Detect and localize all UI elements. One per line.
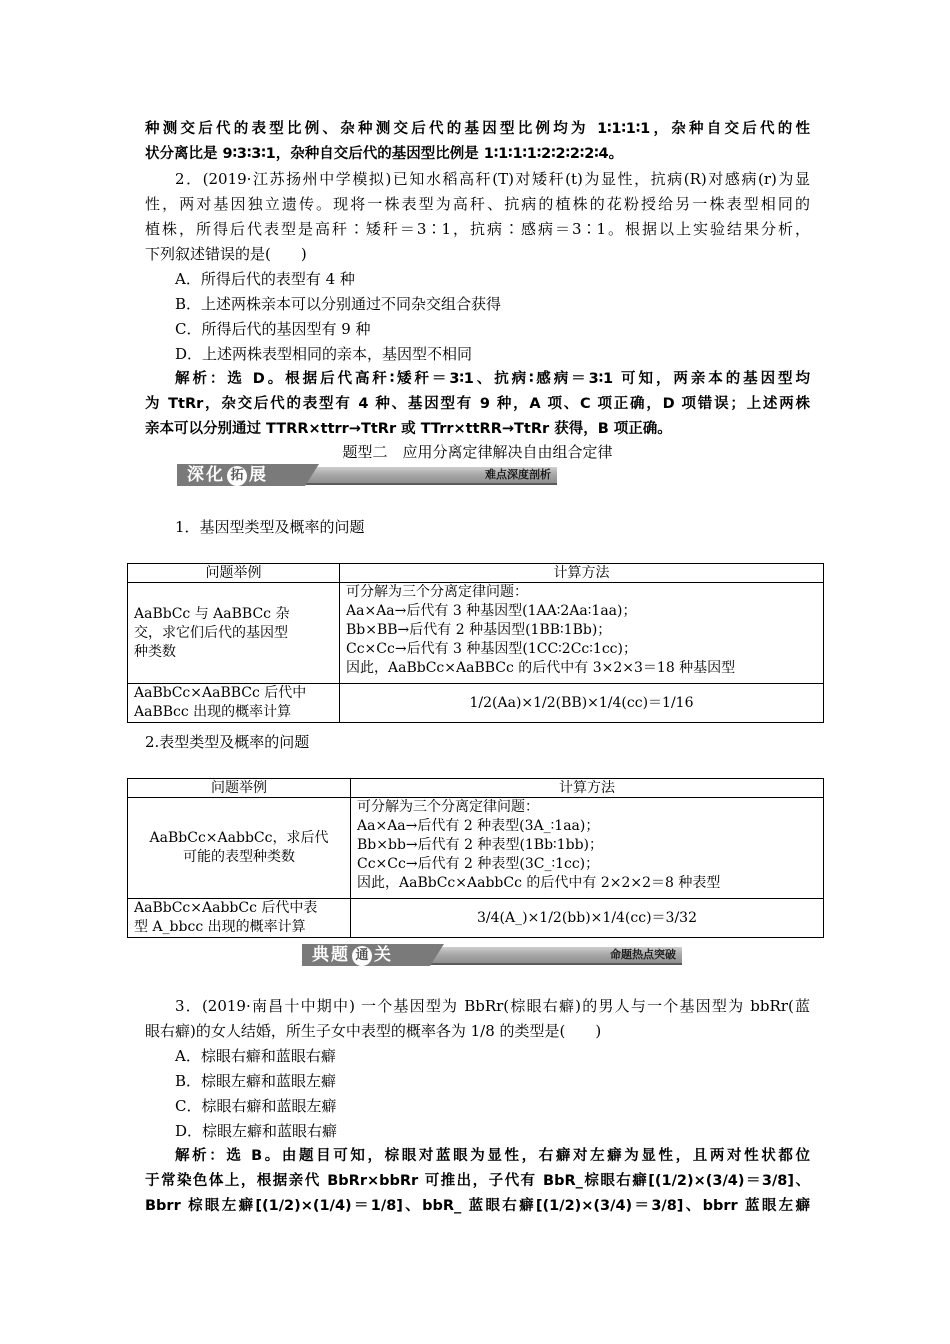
cell-line: Cc×Cc→后代有 3 种基因型(1CC∶2Cc∶1cc)； <box>346 641 637 657</box>
cell-line: AaBbCc×AabbCc，求后代 <box>149 830 329 846</box>
table-cell-method <box>340 583 824 684</box>
banner-tab-circle: 拓 <box>227 466 247 486</box>
cell-line: Bb×bb→后代有 2 种表型(1Bb∶1bb)； <box>357 837 603 853</box>
q2-line-1: 2．(2019·江苏扬州中学模拟)已知水稻高秆(T)对矮秆(t)为显性，抗病(R)对感病(r)为显 <box>175 170 810 188</box>
cell-line: Aa×Aa→后代有 2 种表型(3A_∶1aa)； <box>357 818 600 834</box>
cell-line: Cc×Cc→后代有 2 种表型(3C_∶1cc)； <box>357 856 600 872</box>
subheading-phenotype: 2.表型类型及概率的问题 <box>145 733 310 751</box>
q2-option-c: C．所得后代的基因型有 9 种 <box>175 320 371 338</box>
table-header-example: 问题举例 <box>128 779 351 798</box>
banner-right-label: 难点深度剖析 <box>485 468 551 481</box>
cell-line: 因此，AaBbCc×AabbCc 的后代中有 2×2×2＝8 种表型 <box>357 875 721 891</box>
banner-practice <box>302 944 682 966</box>
banner-tab-text-a: 典题 <box>312 945 350 965</box>
banner-tab-text-b: 关 <box>374 945 393 965</box>
q2-line-3: 植株，所得后代表型是高秆∶矮秆＝3∶1，抗病∶感病＝3∶1。根据以上实验结果分析， <box>145 220 810 238</box>
banner-slant <box>430 944 444 966</box>
banner-tab-text-b: 展 <box>249 465 268 485</box>
q3-line-1: 3．(2019·南昌十中期中) 一个基因型为 BbRr(棕眼右癖)的男人与一个基因型为 bbRr(蓝 <box>175 997 810 1015</box>
banner-tab-text-a: 深化 <box>187 465 225 485</box>
table-cell-method: 1/2(Aa)×1/2(BB)×1/4(cc)＝1/16 <box>340 684 824 723</box>
banner-right-label: 命题热点突破 <box>610 948 676 961</box>
q2-option-b: B．上述两株亲本可以分别通过不同杂交组合获得 <box>175 295 502 313</box>
cell-line: 可分解为三个分离定律问题： <box>357 799 539 815</box>
table-cell-example <box>128 899 351 938</box>
cell-line: 可分解为三个分离定律问题： <box>346 584 528 600</box>
table-header-example: 问题举例 <box>128 564 340 583</box>
q3-option-b: B．棕眼左癖和蓝眼左癖 <box>175 1072 337 1090</box>
table-row <box>128 583 824 684</box>
cell-line: Aa×Aa→后代有 3 种基因型(1AA∶2Aa∶1aa)； <box>346 603 637 619</box>
cell-line: Bb×BB→后代有 2 种基因型(1BB∶1Bb)； <box>346 622 612 638</box>
cell-line: 种类数 <box>134 643 176 660</box>
cell-line: AaBbCc×AabbCc 后代中表 <box>134 900 318 916</box>
table-cell-example <box>128 684 340 723</box>
banner-tab <box>302 944 430 966</box>
q2-line-4: 下列叙述错误的是( ) <box>145 245 307 263</box>
table-row <box>128 684 824 723</box>
table-header-row <box>128 779 824 798</box>
table-cell-example <box>128 583 340 684</box>
banner-tab <box>177 464 305 486</box>
banner-tab-circle: 通 <box>352 946 372 966</box>
q2-option-d: D．上述两株表型相同的亲本，基因型不相同 <box>175 345 473 363</box>
q2-option-a: A．所得后代的表型有 4 种 <box>175 270 355 288</box>
phenotype-table <box>127 778 824 938</box>
table-cell-method: 3/4(A_)×1/2(bb)×1/4(cc)＝3/32 <box>351 899 824 938</box>
cell-line: AaBbCc 与 AaBBCc 杂 <box>134 605 290 622</box>
cell-line: 交，求它们后代的基因型 <box>134 624 288 641</box>
table-row <box>128 899 824 938</box>
table-cell-method <box>351 798 824 899</box>
q3-option-d: D．棕眼左癖和蓝眼右癖 <box>175 1122 338 1140</box>
table-cell-example <box>128 798 351 899</box>
table-header-method: 计算方法 <box>340 564 824 583</box>
cell-line: 可能的表型种类数 <box>183 849 295 865</box>
section-title: 题型二 应用分离定律解决自由组合定律 <box>342 443 613 461</box>
table-header-method: 计算方法 <box>351 779 824 798</box>
q3-analysis-line-1: 解析：选 B。由题目可知，棕眼对蓝眼为显性，右癖对左癖为显性，且两对性状都位 <box>175 1148 810 1164</box>
q3-option-c: C．棕眼右癖和蓝眼左癖 <box>175 1097 337 1115</box>
cell-line: 型 A_bbcc 出现的概率计算 <box>134 919 306 935</box>
top-para-line-1: 种测交后代的表型比例、杂种测交后代的基因型比例均为 1∶1∶1∶1，杂种自交后代的性 <box>145 121 810 137</box>
q3-option-a: A．棕眼右癖和蓝眼右癖 <box>175 1047 336 1065</box>
q3-analysis-line-2: 于常染色体上，根据亲代 BbRr×bbRr 可推出，子代有 BbR_棕眼右癖[(1/2)×(3/4)＝3/8]、 <box>145 1173 810 1189</box>
subheading-genotype: 1．基因型类型及概率的问题 <box>175 518 365 536</box>
genotype-table <box>127 563 824 723</box>
top-para-line-2: 状分离比是 9∶3∶3∶1，杂种自交后代的基因型比例是 1∶1∶1∶1∶2∶2∶2∶2∶4。 <box>145 146 624 162</box>
table-row <box>128 798 824 899</box>
cell-line: AaBbCc×AaBBCc 后代中 <box>134 685 307 701</box>
cell-line: AaBBcc 出现的概率计算 <box>134 704 292 720</box>
q2-line-2: 性，两对基因独立遗传。现将一株表型为高秆、抗病的植株的花粉授给另一株表型相同的 <box>145 195 810 213</box>
table-header-row <box>128 564 824 583</box>
q3-line-2: 眼右癖)的女人结婚，所生子女中表型的概率各为 1/8 的类型是( ) <box>145 1022 602 1040</box>
q2-analysis-line-2: 为 TtRr，杂交后代的表型有 4 种、基因型有 9 种，A 项、C 项正确，D 项错误；上述两株 <box>145 396 810 412</box>
q2-analysis-line-1: 解析：选 D。根据后代高秆∶矮秆＝3∶1、抗病∶感病＝3∶1 可知，两亲本的基因型均 <box>175 371 810 387</box>
cell-line: 因此，AaBbCc×AaBBCc 的后代中有 3×2×3＝18 种基因型 <box>346 660 736 676</box>
banner-slant <box>305 464 319 486</box>
q2-analysis-line-3: 亲本可以分别通过 TTRR×ttrr→TtRr 或 TTrr×ttRR→TtRr 获得，B 项正确。 <box>145 421 672 437</box>
q3-analysis-line-3: Bbrr 棕眼左癖[(1/2)×(1/4)＝1/8]、bbR_ 蓝眼右癖[(1/2)×(3/4)＝3/8]、bbrr 蓝眼左癖 <box>145 1198 810 1214</box>
banner-deepen <box>177 464 557 486</box>
